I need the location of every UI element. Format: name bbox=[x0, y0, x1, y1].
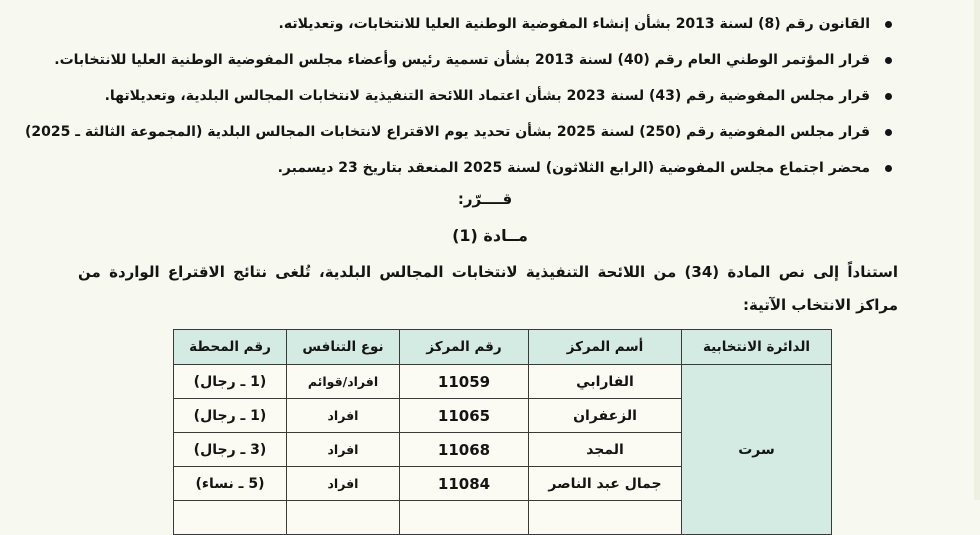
reference-item bbox=[25, 114, 892, 150]
station-number-cell bbox=[174, 501, 287, 535]
center-number-cell: 11059 bbox=[400, 365, 529, 399]
reference-text: القانون رقم (8) لسنة 2013 بشأن إنشاء المفوضية الوطنية العليا للانتخابات، وتعديلاته. bbox=[278, 16, 870, 32]
center-name-cell: الزعفران bbox=[529, 399, 682, 433]
reference-item bbox=[25, 6, 892, 42]
district-cell: سرت bbox=[682, 365, 832, 535]
center-number-cell: 11068 bbox=[400, 433, 529, 467]
scan-edge bbox=[974, 0, 980, 500]
center-number-cell bbox=[400, 501, 529, 535]
center-name-cell: المجد bbox=[529, 433, 682, 467]
table-header-row bbox=[174, 330, 832, 365]
header-competition-type: نوع التنافس bbox=[287, 330, 400, 365]
cancelled-stations-table bbox=[173, 329, 832, 535]
center-name-cell: جمال عبد الناصر bbox=[529, 467, 682, 501]
competition-type-cell: افراد/قوائم bbox=[287, 365, 400, 399]
reference-item bbox=[25, 42, 892, 78]
center-name-cell bbox=[529, 501, 682, 535]
decided-heading: قــــرّر: bbox=[457, 190, 513, 208]
article-text: استناداً إلى نص المادة (34) من اللائحة التنفيذية لانتخابات المجالس البلدية، تُلغى نتائج الاقتراع الواردة من مراكز الانتخاب الآتية: bbox=[78, 263, 899, 314]
bullet-icon bbox=[885, 165, 892, 172]
reference-text: قرار مجلس المفوضية رقم (43) لسنة 2023 بشأن اعتماد اللائحة التنفيذية لانتخابات المجالس البلدية، وتعديلاتها. bbox=[104, 88, 870, 104]
station-number-cell: (1 ـ رجال) bbox=[174, 365, 287, 399]
bullet-icon bbox=[885, 57, 892, 64]
station-number-cell: (1 ـ رجال) bbox=[174, 399, 287, 433]
station-number-cell: (3 ـ رجال) bbox=[174, 433, 287, 467]
bullet-icon bbox=[885, 93, 892, 100]
header-center-number: رقم المركز bbox=[400, 330, 529, 365]
reference-item bbox=[25, 78, 892, 114]
references-list bbox=[25, 6, 892, 186]
center-number-cell: 11065 bbox=[400, 399, 529, 433]
competition-type-cell bbox=[287, 501, 400, 535]
reference-text: محضر اجتماع مجلس المفوضية (الرابع الثلاثون) لسنة 2025 المنعقد بتاريخ 23 ديسمبر. bbox=[277, 160, 870, 176]
reference-text: قرار مجلس المفوضية رقم (250) لسنة 2025 بشأن تحديد يوم الاقتراع لانتخابات المجالس البلدية (المجموعة الثالثة ـ 2025) bbox=[24, 124, 870, 140]
header-district: الدائرة الانتخابية bbox=[682, 330, 832, 365]
competition-type-cell: افراد bbox=[287, 399, 400, 433]
article-heading: مــادة (1) bbox=[452, 226, 528, 245]
station-number-cell: (5 ـ نساء) bbox=[174, 467, 287, 501]
reference-item bbox=[25, 150, 892, 186]
header-station-number: رقم المحطة bbox=[174, 330, 287, 365]
bullet-icon bbox=[885, 21, 892, 28]
competition-type-cell: افراد bbox=[287, 433, 400, 467]
center-name-cell: الفارابي bbox=[529, 365, 682, 399]
reference-text: قرار المؤتمر الوطني العام رقم (40) لسنة 2013 بشأن تسمية رئيس وأعضاء مجلس المفوضية الوطنية العليا للانتخابات. bbox=[54, 52, 870, 68]
competition-type-cell: افراد bbox=[287, 467, 400, 501]
bullet-icon bbox=[885, 129, 892, 136]
center-number-cell: 11084 bbox=[400, 467, 529, 501]
header-center-name: أسم المركز bbox=[529, 330, 682, 365]
table-row bbox=[174, 365, 832, 399]
